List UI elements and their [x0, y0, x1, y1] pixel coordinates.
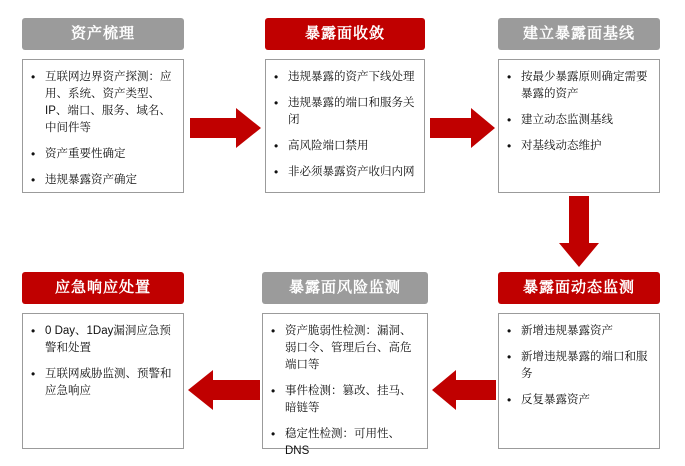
list-item: • 资产脆弱性检测：漏洞、弱口令、管理后台、高危端口等	[269, 323, 419, 374]
node-header-exposure-baseline: 建立暴露面基线	[498, 18, 660, 50]
list-item: • 资产重要性确定	[29, 146, 175, 163]
node-exposure-dynamic-monitoring[interactable]	[498, 272, 660, 449]
node-body-asset-inventory	[22, 59, 184, 193]
list-item: • 反复暴露资产	[505, 392, 651, 409]
list-item: • 0 Day、1Day漏洞应急预警和处置	[29, 323, 175, 357]
node-body-exposure-convergence	[265, 59, 425, 193]
node-body-exposure-risk-monitoring	[262, 313, 428, 457]
list-item: • 新增违规暴露的端口和服务	[505, 349, 651, 383]
arrow-risk-to-emergency	[188, 370, 260, 410]
node-header-emergency-response: 应急响应处置	[22, 272, 184, 304]
node-exposure-convergence[interactable]	[265, 18, 425, 193]
list-item: • 事件检测：篡改、挂马、暗链等	[269, 383, 419, 417]
list-item: • 互联网边界资产探测：应用、系统、资产类型、IP、端口、服务、域名、中间件等	[29, 69, 175, 137]
node-emergency-response[interactable]	[22, 272, 184, 449]
node-exposure-risk-monitoring[interactable]	[262, 272, 428, 457]
list-item: • 违规暴露的端口和服务关闭	[272, 95, 416, 129]
node-header-exposure-convergence: 暴露面收敛	[265, 18, 425, 50]
node-header-asset-inventory: 资产梳理	[22, 18, 184, 50]
arrow-converge-to-baseline	[430, 108, 496, 148]
arrow-baseline-to-monitor	[559, 196, 599, 268]
list-item: • 稳定性检测：可用性、DNS	[269, 426, 419, 460]
list-item: • 高风险端口禁用	[272, 138, 416, 155]
node-header-exposure-risk-monitoring: 暴露面风险监测	[262, 272, 428, 304]
node-exposure-baseline[interactable]	[498, 18, 660, 193]
list-item: • 互联网威胁监测、预警和应急响应	[29, 366, 175, 400]
arrow-asset-to-converge	[190, 108, 262, 148]
list-item: • 建立动态监测基线	[505, 112, 651, 129]
node-body-exposure-dynamic-monitoring	[498, 313, 660, 449]
node-body-emergency-response	[22, 313, 184, 449]
node-asset-inventory[interactable]	[22, 18, 184, 193]
list-item: • 对基线动态维护	[505, 138, 651, 155]
node-header-exposure-dynamic-monitoring: 暴露面动态监测	[498, 272, 660, 304]
arrow-monitor-to-risk	[432, 370, 496, 410]
list-item: • 违规暴露资产确定	[29, 172, 175, 189]
list-item: • 违规暴露的资产下线处理	[272, 69, 416, 86]
list-item: • 按最少暴露原则确定需要暴露的资产	[505, 69, 651, 103]
list-item: • 新增违规暴露资产	[505, 323, 651, 340]
node-body-exposure-baseline	[498, 59, 660, 193]
list-item: • 非必须暴露资产收归内网	[272, 164, 416, 181]
